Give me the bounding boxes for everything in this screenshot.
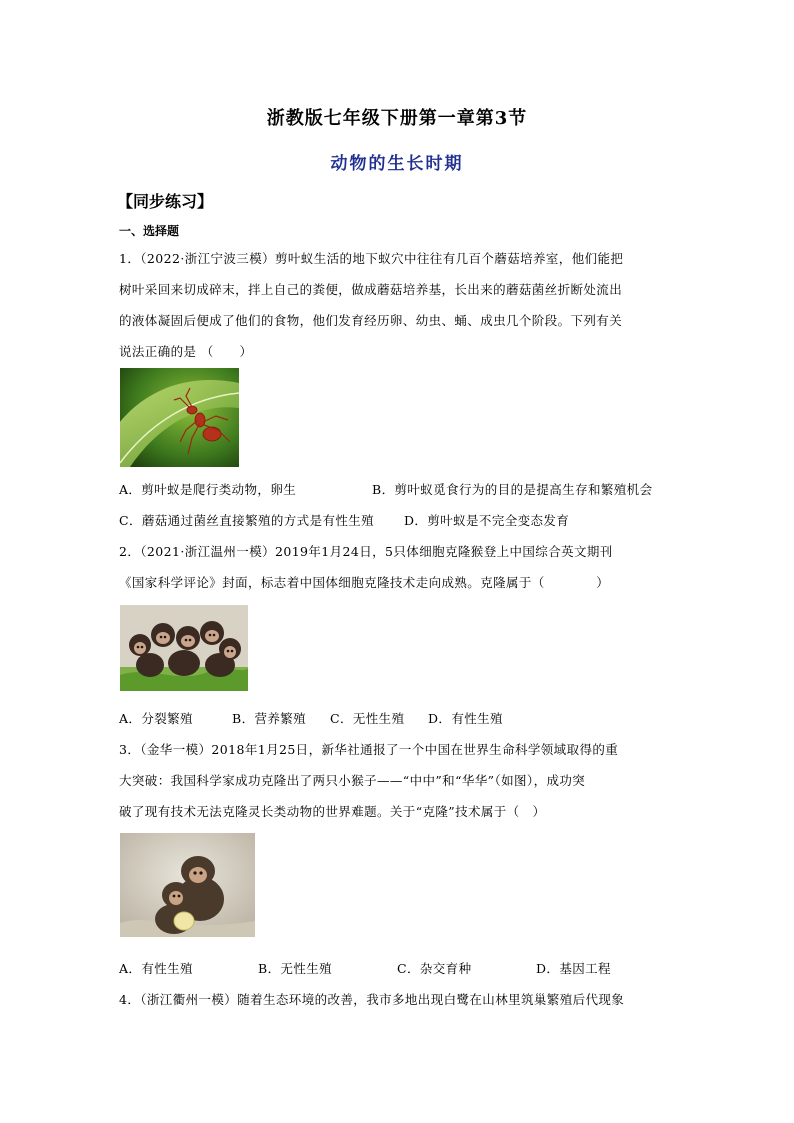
- subsection-heading: 一、选择题: [119, 224, 180, 238]
- q2-option-a: A．分裂繁殖: [119, 711, 193, 726]
- two-monkeys-image: [120, 833, 255, 937]
- q1-text-line-4: 说法正确的是 （ ）: [119, 344, 253, 359]
- q1-option-b: B．剪叶蚁觅食行为的目的是提高生存和繁殖机会: [372, 482, 653, 497]
- q1-text-line-2: 树叶采回来切成碎末，拌上自己的粪便，做成蘑菇培养基，长出来的蘑菇菌丝折断处流出: [119, 282, 623, 297]
- q2-option-c: C．无性生殖: [330, 711, 405, 726]
- q3-option-d: D．基因工程: [536, 961, 611, 976]
- q3-option-b: B．无性生殖: [258, 961, 333, 976]
- q2-option-b: B．营养繁殖: [232, 711, 307, 726]
- q3-option-c: C．杂交育种: [397, 961, 472, 976]
- five-monkeys-image: [120, 605, 248, 691]
- section-heading: 【同步练习】: [117, 192, 214, 211]
- q2-option-d: D．有性生殖: [428, 711, 503, 726]
- q1-option-c: C．蘑菇通过菌丝直接繁殖的方式是有性生殖: [119, 513, 375, 528]
- q2-text-line-1: 2．（2021·浙江温州一模）2019年1月24日，5只体细胞克隆猴登上中国综合英文期刊: [119, 544, 613, 559]
- q3-option-a: A．有性生殖: [119, 961, 193, 976]
- q1-text-line-1: 1．（2022·浙江宁波三模）剪叶蚁生活的地下蚁穴中往往有几百个蘑菇培养室，他们能把: [119, 251, 624, 266]
- q3-text-line-3: 破了现有技术无法克隆灵长类动物的世界难题。关于“克隆”技术属于（ ）: [119, 804, 546, 819]
- ant-on-leaf-image: [120, 368, 239, 467]
- q3-text-line-1: 3．（金华一模）2018年1月25日，新华社通报了一个中国在世界生命科学领域取得的重: [119, 742, 619, 757]
- page-title: 浙教版七年级下册第一章第3节: [266, 108, 528, 129]
- q1-option-d: D．剪叶蚁是不完全变态发育: [404, 513, 570, 528]
- q1-text-line-3: 的液体凝固后便成了他们的食物，他们发育经历卵、幼虫、蛹、成虫几个阶段。下列有关: [119, 313, 623, 328]
- q3-text-line-2: 大突破：我国科学家成功克隆出了两只小猴子——“中中”和“华华”（如图），成功突: [119, 773, 586, 788]
- q1-option-a: A．剪叶蚁是爬行类动物，卵生: [119, 482, 297, 497]
- q2-text-line-2: 《国家科学评论》封面，标志着中国体细胞克隆技术走向成熟。克隆属于（ ）: [119, 575, 610, 590]
- page-subtitle: 动物的生长时期: [330, 154, 464, 174]
- q4-text-line-1: 4．（浙江衢州一模）随着生态环境的改善，我市多地出现白鹭在山林里筑巢繁殖后代现象: [119, 992, 625, 1007]
